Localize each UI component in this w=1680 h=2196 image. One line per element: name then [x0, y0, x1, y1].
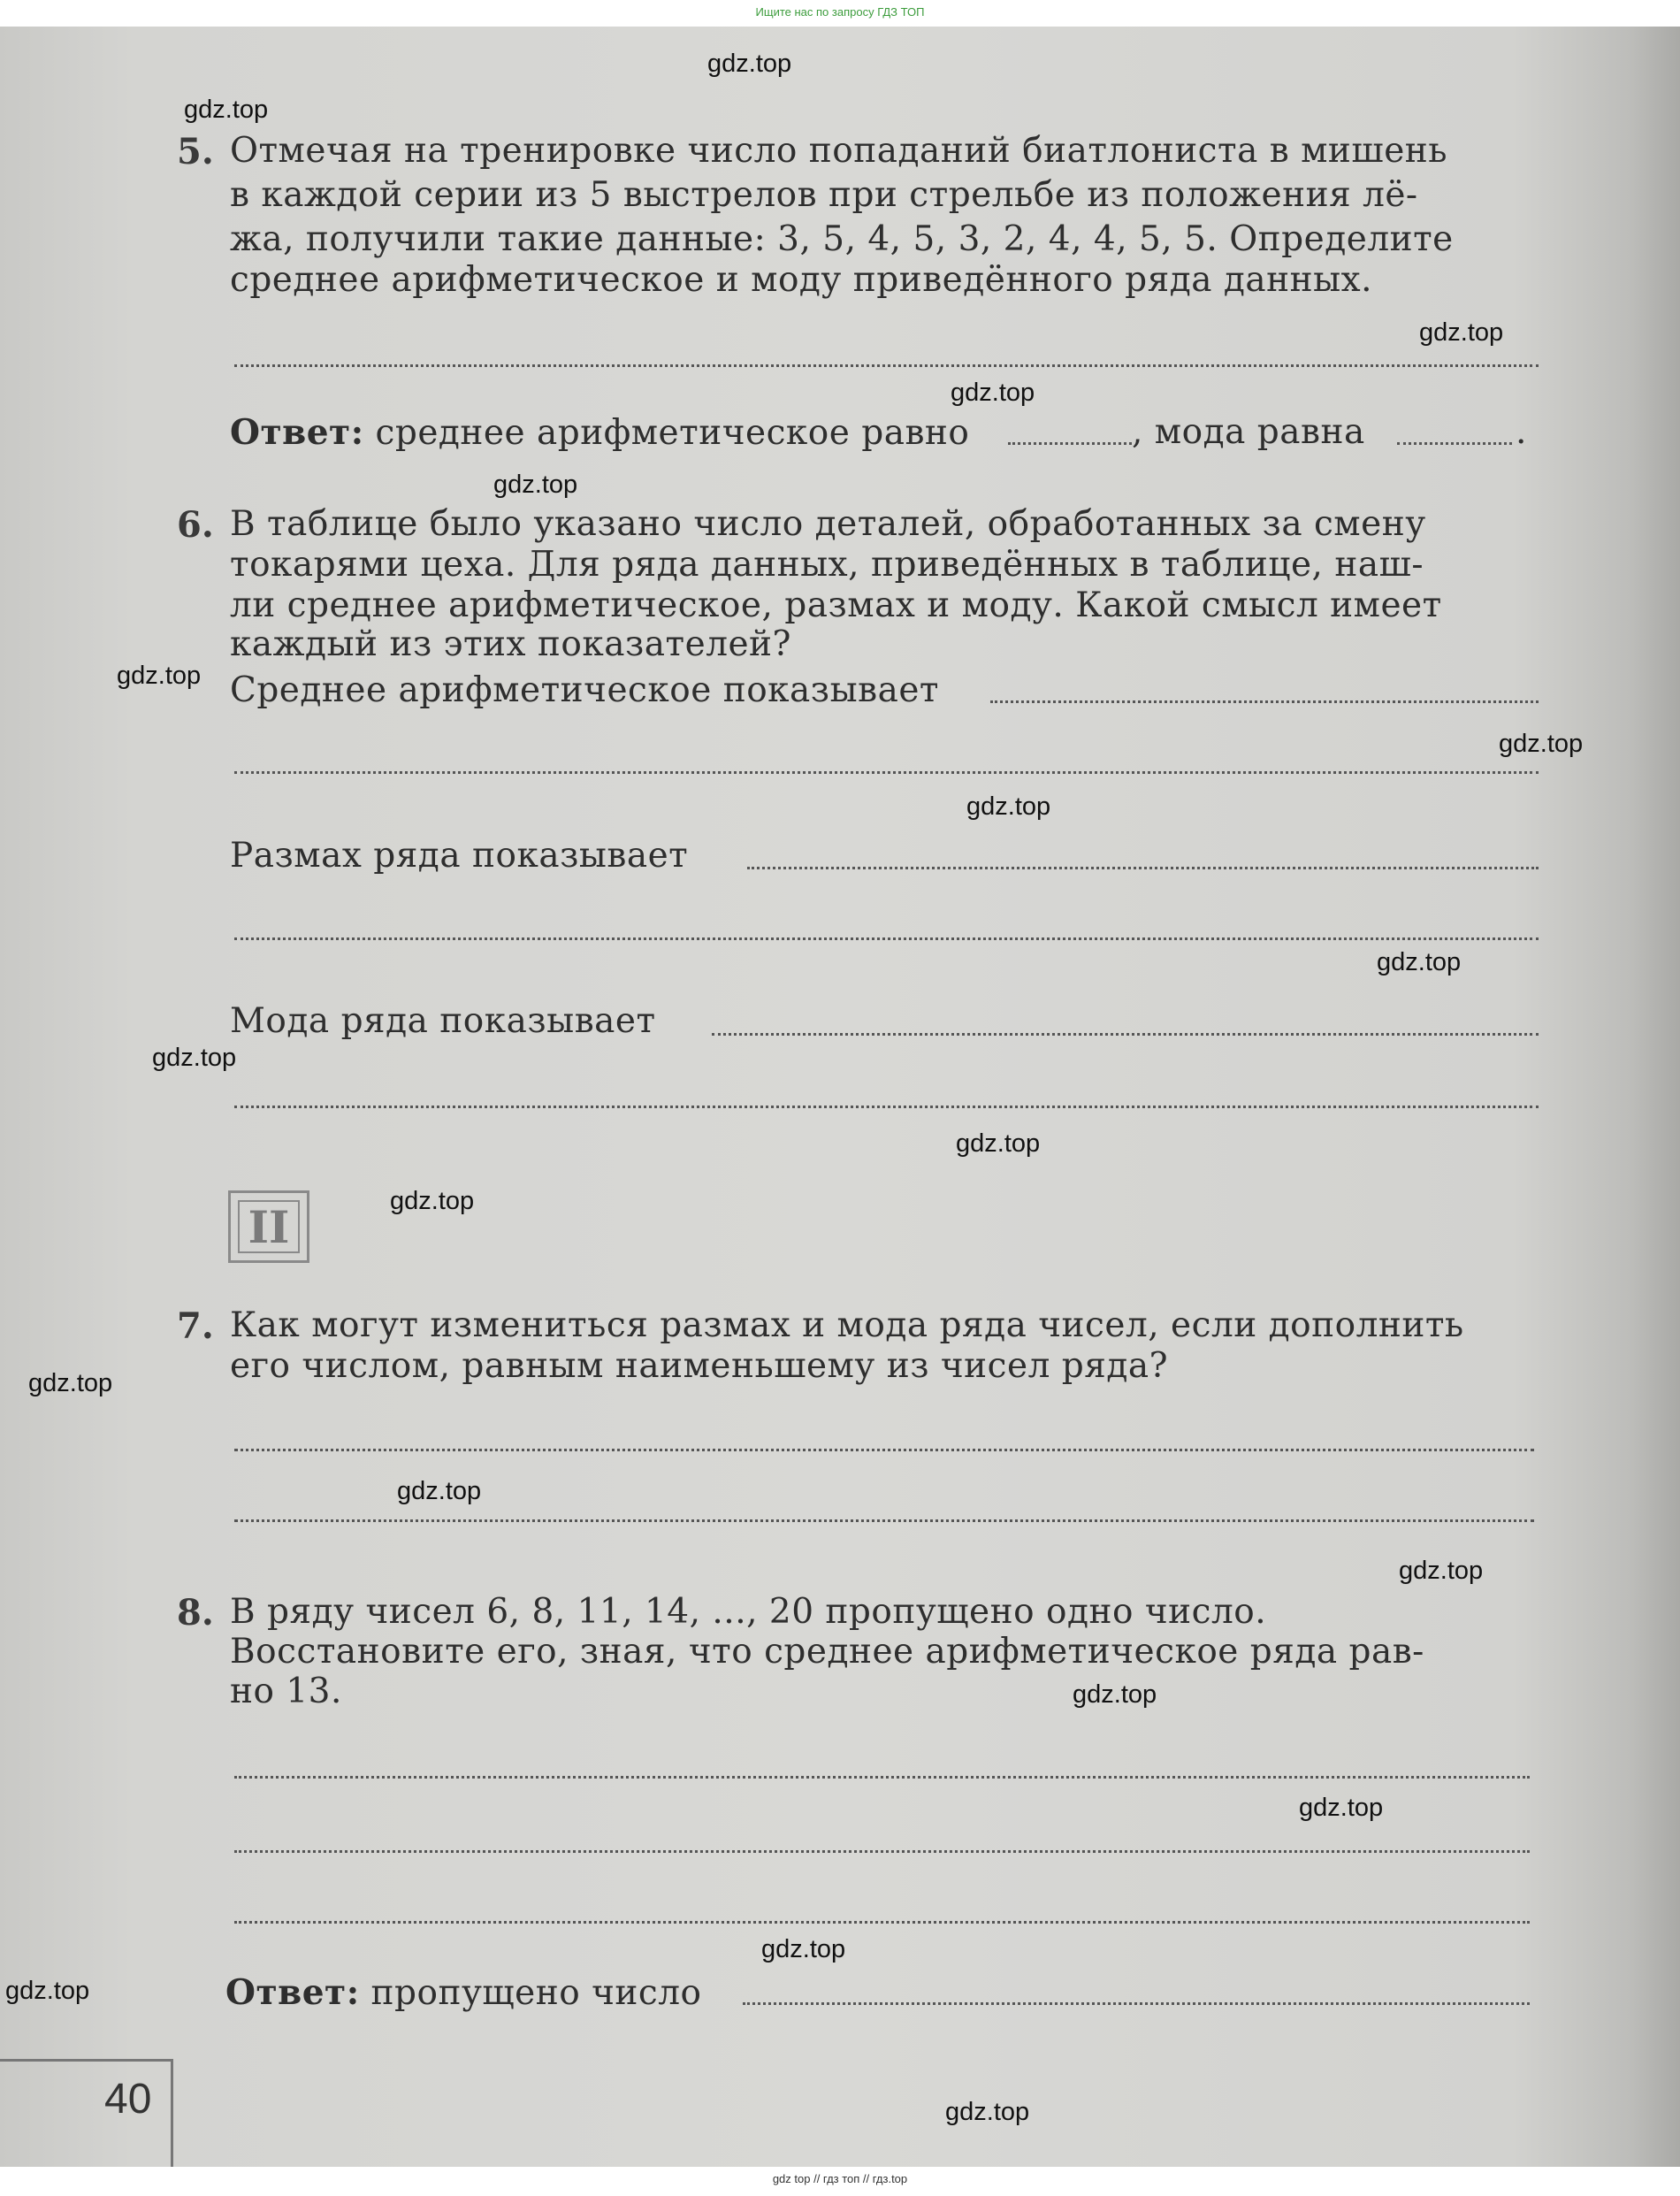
watermark: gdz.top	[945, 2098, 1030, 2126]
answer-dotted-line[interactable]	[234, 1449, 1534, 1451]
section-label: II	[238, 1200, 300, 1253]
watermark: gdz.top	[152, 1044, 237, 1072]
task-5-line: среднее арифметическое и моду приведённого ряда данных.	[230, 260, 1373, 300]
answer-dotted-line[interactable]	[234, 1519, 1534, 1522]
task-8-line: В ряду чисел 6, 8, 11, 14, ..., 20 пропущено одно число.	[230, 1592, 1267, 1632]
prompt-mode: Мода ряда показывает	[230, 1001, 656, 1041]
watermark: gdz.top	[5, 1977, 90, 2005]
task-8-number: 8.	[177, 1592, 214, 1634]
task-5-number: 5.	[177, 131, 214, 172]
answer-text: пропущено число	[370, 1973, 702, 2013]
section-badge	[228, 1190, 309, 1263]
answer-dotted-line[interactable]	[747, 867, 1539, 869]
watermark: gdz.top	[117, 662, 202, 690]
answer-text: , мода равна	[1132, 412, 1365, 452]
answer-dotted-line[interactable]	[234, 1850, 1530, 1853]
answer-dotted-line[interactable]	[234, 1776, 1530, 1779]
task-6-number: 6.	[177, 504, 214, 546]
task-5-line: Отмечая на тренировке число попаданий биатлониста в мишень	[230, 131, 1447, 171]
watermark: gdz.top	[761, 1935, 846, 1963]
answer-label: Ответ:	[230, 412, 364, 453]
watermark: gdz.top	[1499, 730, 1584, 758]
watermark: gdz.top	[184, 96, 269, 124]
mean-blank[interactable]	[1008, 442, 1132, 445]
watermark: gdz.top	[397, 1477, 482, 1505]
answer-dotted-line[interactable]	[234, 1106, 1539, 1108]
task-7-number: 7.	[177, 1305, 214, 1347]
watermark: gdz.top	[966, 792, 1051, 821]
prompt-range: Размах ряда показывает	[230, 836, 689, 876]
task-7-line: Как могут измениться размах и мода ряда чисел, если дополнить	[230, 1305, 1464, 1345]
answer-dotted-line[interactable]	[990, 700, 1539, 703]
watermark: gdz.top	[390, 1187, 475, 1215]
footer-note: gdz top // гдз топ // гдз.top	[772, 2172, 908, 2185]
task-5-line: в каждой серии из 5 выстрелов при стрельбе из положения лё-	[230, 175, 1418, 215]
answer-dotted-line[interactable]	[234, 771, 1539, 774]
task-8-line: но 13.	[230, 1672, 342, 1711]
watermark: gdz.top	[951, 379, 1035, 407]
task-6-line: каждый из этих показателей?	[230, 624, 791, 664]
task-8-line: Восстановите его, зная, что среднее арифметическое ряда рав-	[230, 1632, 1424, 1672]
answer-dotted-line[interactable]	[712, 1033, 1539, 1036]
task-6-line: В таблице было указано число деталей, обработанных за смену	[230, 504, 1426, 544]
mode-blank[interactable]	[1397, 442, 1512, 445]
watermark: gdz.top	[1399, 1557, 1484, 1585]
watermark: gdz.top	[1299, 1794, 1384, 1822]
watermark: gdz.top	[707, 50, 792, 78]
task-5-line: жа, получили такие данные: 3, 5, 4, 5, 3, 2, 4, 4, 5, 5. Определите	[230, 219, 1454, 259]
page-number: 40	[104, 2076, 152, 2123]
task-8-answer	[225, 1972, 702, 2013]
watermark: gdz.top	[28, 1369, 113, 1397]
task-5-answer	[230, 412, 969, 453]
watermark: gdz.top	[1419, 318, 1504, 347]
answer-dotted-line[interactable]	[234, 937, 1539, 940]
task-6-line: токарями цеха. Для ряда данных, приведённых в таблице, наш-	[230, 545, 1424, 585]
task-6-line: ли среднее арифметическое, размах и моду. Какой смысл имеет	[230, 585, 1442, 625]
answer-label: Ответ:	[225, 1972, 360, 2013]
header-note: Ищите нас по запросу ГДЗ ТОП	[755, 5, 925, 19]
missing-number-blank[interactable]	[743, 2002, 1530, 2005]
answer-dotted-line[interactable]	[234, 1921, 1530, 1924]
task-7-line: его числом, равным наименьшему из чисел ряда?	[230, 1346, 1169, 1386]
watermark: gdz.top	[1073, 1680, 1157, 1709]
prompt-mean: Среднее арифметическое показывает	[230, 670, 939, 710]
workbook-page	[0, 27, 1680, 2167]
watermark: gdz.top	[1377, 948, 1462, 976]
watermark: gdz.top	[493, 471, 578, 499]
answer-dotted-line[interactable]	[234, 364, 1539, 367]
answer-text: среднее арифметическое равно	[375, 413, 970, 453]
answer-end: .	[1516, 412, 1527, 452]
watermark: gdz.top	[956, 1129, 1041, 1158]
